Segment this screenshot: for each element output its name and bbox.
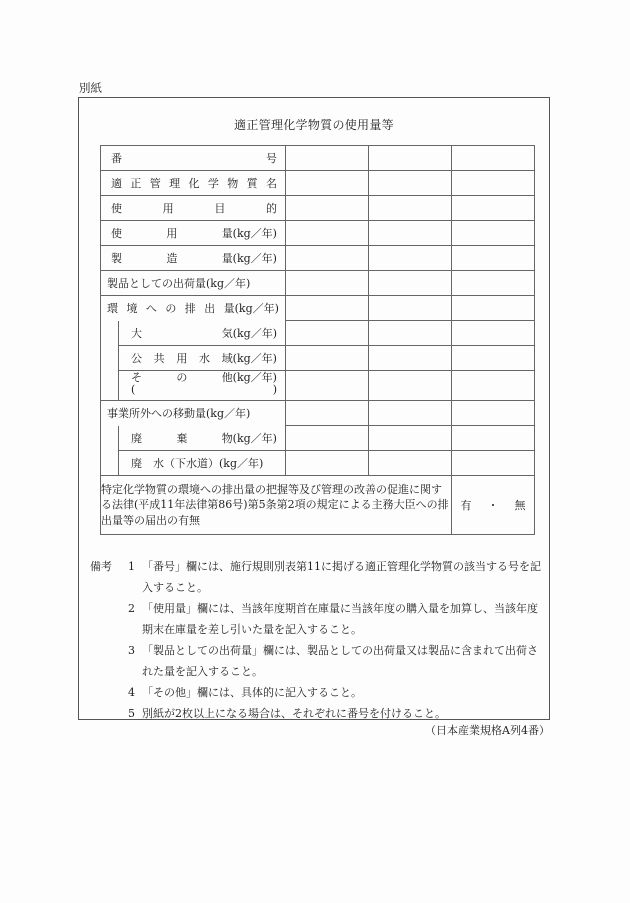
label-char: 出	[204, 302, 216, 316]
table-row-transfer-total	[101, 401, 535, 426]
label-char: 使	[111, 227, 122, 240]
input-cell[interactable]	[369, 196, 452, 221]
note-number: 3	[128, 644, 135, 657]
label-char: 域(kg／年)	[221, 351, 277, 365]
input-cell[interactable]	[286, 246, 369, 271]
indent-spacer	[101, 321, 119, 346]
input-cell[interactable]	[286, 451, 369, 476]
attachment-label: 別紙	[79, 81, 102, 95]
paper-size-note: （日本産業規格A列4番）	[425, 724, 550, 737]
input-cell[interactable]	[452, 146, 535, 171]
indent-spacer	[101, 371, 119, 401]
note-text: 「使用量」欄には、当該年度期首在庫量に当該年度の購入量を加算し、当該年度期末在庫量を差し引いた量を記入すること。	[142, 602, 538, 636]
label-char: 名	[266, 177, 277, 190]
notes-heading: 備考	[90, 560, 112, 573]
input-cell[interactable]	[452, 246, 535, 271]
input-cell[interactable]	[452, 346, 535, 371]
notes-section	[90, 556, 548, 724]
input-cell[interactable]	[452, 296, 535, 321]
note-item	[90, 703, 548, 724]
input-cell[interactable]	[369, 246, 452, 271]
input-cell[interactable]	[369, 171, 452, 196]
note-item	[90, 556, 548, 598]
indent-spacer	[101, 346, 119, 371]
input-cell[interactable]	[286, 346, 369, 371]
input-cell[interactable]	[286, 321, 369, 346]
label-char: 適	[111, 177, 122, 190]
label-char: 量(kg／年)	[221, 227, 277, 240]
label-char: 廃	[131, 431, 142, 445]
table-row-law-notification	[101, 476, 535, 535]
note-number: 1	[128, 560, 135, 573]
label-char: 大	[131, 326, 142, 340]
label-char: 用	[176, 351, 188, 365]
label-char: 境	[126, 302, 138, 316]
label-char: 他(kg／年)	[221, 370, 277, 384]
input-cell[interactable]	[286, 221, 369, 246]
input-cell[interactable]	[286, 371, 369, 401]
input-cell[interactable]	[286, 296, 369, 321]
note-item	[90, 598, 548, 640]
label-char: 排	[184, 302, 196, 316]
label-char: 管	[149, 177, 161, 190]
note-number: 5	[128, 707, 135, 720]
input-cell[interactable]	[369, 401, 452, 426]
note-number: 2	[128, 602, 135, 615]
label-char: の	[176, 370, 188, 384]
table-row-emission-air	[101, 321, 535, 346]
note-text: 「番号」欄には、施行規則別表第11に掲げる適正管理化学物質の該当する号を記入すること。	[142, 560, 541, 594]
table-row-emission-total	[101, 296, 535, 321]
input-cell[interactable]	[369, 371, 452, 401]
label-char: 造	[166, 252, 178, 265]
input-cell[interactable]	[369, 146, 452, 171]
label-char: 量(kg／年)	[221, 252, 277, 265]
note-number: 4	[128, 686, 135, 699]
yes-no-choice[interactable]	[452, 476, 535, 535]
label-char: 環	[107, 302, 118, 316]
row-label: 製品としての出荷量(kg／年)	[107, 277, 251, 290]
input-cell[interactable]	[369, 426, 452, 451]
input-cell[interactable]	[369, 346, 452, 371]
label-char: そ	[131, 370, 142, 384]
note-text: 「製品としての出荷量」欄には、製品としての出荷量又は製品に含まれて出荷された量を記入すること。	[142, 644, 538, 678]
input-cell[interactable]	[286, 401, 369, 426]
paren-open: (	[131, 382, 136, 396]
label-char: 質	[246, 177, 258, 190]
input-cell[interactable]	[452, 451, 535, 476]
input-cell[interactable]	[452, 196, 535, 221]
label-char: 水	[199, 351, 211, 365]
table-row-production-amount	[101, 246, 535, 271]
input-cell[interactable]	[286, 271, 369, 296]
label-char: 公	[131, 351, 142, 365]
yes-option[interactable]: 有	[460, 499, 472, 512]
label-char: 物	[227, 177, 239, 190]
input-cell[interactable]	[369, 321, 452, 346]
label-char: 的	[265, 202, 277, 215]
input-cell[interactable]	[452, 271, 535, 296]
input-cell[interactable]	[286, 196, 369, 221]
label-char: 化	[188, 177, 200, 190]
label-char: 正	[130, 177, 142, 190]
indent-spacer	[101, 451, 119, 476]
input-cell[interactable]	[452, 401, 535, 426]
input-cell[interactable]	[286, 146, 369, 171]
table-row-transfer-waste	[101, 426, 535, 451]
separator-dot: ・	[487, 499, 499, 512]
label-char: 学	[207, 177, 219, 190]
label-char: 共	[153, 351, 165, 365]
no-option[interactable]: 無	[514, 499, 526, 512]
input-cell[interactable]	[452, 321, 535, 346]
note-text: 「その他」欄には、具体的に記入すること。	[142, 686, 362, 699]
row-label: 廃 水（下水道）(kg／年)	[131, 456, 264, 470]
row-label: 事業所外への移動量(kg／年)	[107, 407, 251, 421]
input-cell[interactable]	[369, 296, 452, 321]
label-char: へ	[145, 302, 157, 316]
indent-spacer	[101, 426, 119, 451]
note-text: 別紙が2枚以上になる場合は、それぞれに番号を付けること。	[142, 707, 446, 720]
input-cell[interactable]	[452, 171, 535, 196]
note-item	[90, 682, 548, 703]
table-row-usage-amount	[101, 221, 535, 246]
note-item	[90, 640, 548, 682]
form-title: 適正管理化学物質の使用量等	[234, 118, 394, 132]
table-row-shipment-amount	[101, 271, 535, 296]
label-char: 番	[111, 152, 122, 165]
label-char: 気(kg／年)	[221, 326, 277, 340]
table-row-substance-name	[101, 171, 535, 196]
label-char: 号	[266, 152, 277, 165]
label-char: 物(kg／年)	[221, 431, 277, 445]
label-char: 用	[162, 202, 174, 215]
input-cell[interactable]	[452, 221, 535, 246]
label-char: 使	[111, 202, 122, 215]
input-cell[interactable]	[286, 171, 369, 196]
label-char: 棄	[176, 431, 188, 445]
label-char: 用	[166, 227, 178, 240]
label-char: の	[165, 302, 177, 316]
law-question: 特定化学物質の環境への排出量の把握等及び管理の改善の促進に関する法律(平成11年法律第86号)第5条第2項の規定による主務大臣への排出量等の届出の有無	[101, 476, 452, 535]
input-cell[interactable]	[452, 371, 535, 401]
input-cell[interactable]	[452, 426, 535, 451]
input-cell[interactable]	[369, 451, 452, 476]
table-row-purpose	[101, 196, 535, 221]
input-cell[interactable]	[369, 221, 452, 246]
paren-close: )	[272, 382, 277, 396]
label-char: 製	[111, 252, 122, 265]
label-char: 目	[214, 202, 226, 215]
input-cell[interactable]	[286, 426, 369, 451]
label-char: 量(kg／年)	[223, 302, 279, 316]
input-cell[interactable]	[369, 271, 452, 296]
table-row-transfer-sewer	[101, 451, 535, 476]
label-char: 理	[169, 177, 181, 190]
table-row-emission-water	[101, 346, 535, 371]
table-row-emission-other	[101, 371, 535, 401]
table-row-number	[101, 146, 535, 171]
usage-table	[100, 145, 535, 535]
